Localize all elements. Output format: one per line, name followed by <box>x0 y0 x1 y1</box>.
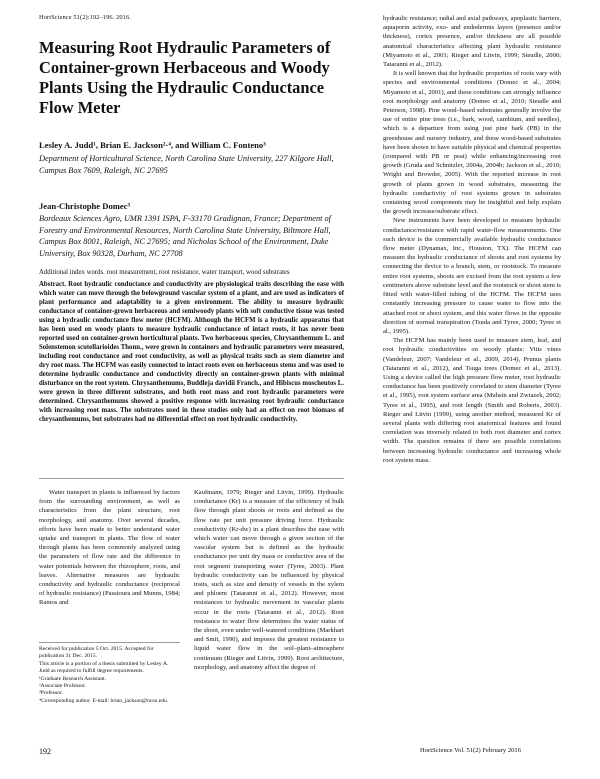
page-number: 192 <box>39 747 51 756</box>
paragraph-3: New instruments have been developed to measure hydraulic conductance/resistance with rapid water-flow measurements. One such device is the commercially available hydraulic conductance flow meter (Dynamax, Inc., Houston, TX). The HCFM can measure the hydraulic conductance of shoots and root systems by connecting the device to a branch, stem, or rootstock. To measure entire root systems, shoots are excised from the root system a few centimeters above substrate level and the rootstock or shoot stem is fitted with water-filled tubing of the HCFM. The HCFM uses constantly increasing pressure to cause water to flow into the attached root or shoot system, and this water flows in the opposite direction of normal transpiration (Tsuda and Tyree, 2000; Tyree et al., 1995). <box>383 217 561 335</box>
intro-continuation: Kaufmann, 1979; Rieger and Litvin, 1999). Hydraulic conductance (Kr) is a measure of the efficiency of bulk flow through plant shoots or roots and defined as the flow rate per unit pressure driving force. Hydraulic conductivity (Kr-dw) in a plant describes the ease with which water can move through a given section of the vascular system but is defined as the hydraulic conductance per unit dry mass or conductive area of the root segment transporting water (Tyree, 2003). Plant hydraulic conductivity can be influenced by physical traits, such as size and density of vessels in the xylem and phloem (Tataranni et al., 2012). However, most resistances to hydraulic movement in vascular plants occur in the roots (Tataranni et al., 2012). Root resistance to water flow determines the water status of the shoot, even under well-watered conditions (Markhart and Smit, 1990), and imposes the greatest resistance to liquid water flow in the soil–plant–atmosphere continuum (Rieger and Litvin, 1999). Root architecture, morphology, and anatomy affect the degree of <box>194 489 344 671</box>
journal-footer: HortScience Vol. 51(2) February 2016 <box>420 747 522 754</box>
footnote: ⁴Corresponding author. E-mail: brian_jackson@ncsu.edu. <box>39 697 169 704</box>
paragraph-1: hydraulic resistance; radial and axial pathways, apoplastic barriers, aquaporin activity, exo- and endodermis layers (presence and/or thickness), cortex presence, and/or thickness are all possible anatomical characteristics affecting plant hydraulic resistance (Miyamoto et al., 2001; Rieger and Litvin, 1999; Steudle, 2000; Tataranni et al., 2012). <box>383 15 561 69</box>
index-words: Additional index words. root measurement, root resistance, water transport, wood substrates <box>39 269 290 276</box>
author-2: Jean-Christophe Domec³ <box>39 201 131 211</box>
paragraph-4: The HCFM has mainly been used to measure stem, leaf, and root hydraulic conductivities on woody plants: Vitis vines (Vandeleur, 2007; Vandeleur et al., 2009, 2014), Prunus plants (Tataranni et al., 2012), and Tsuga trees (Domec et al., 2013). Using a device called the high pressure flow meter, root hydraulic conductance has been positively correlated to stem diameter (Tyree et al., 1995), root system surface area (Muhsin and Zwiazek, 2002; Tyree et al., 1995), and root length (Smith and Roberts, 2003). Rieger and Litvin (1999), using another method, measured Kr of several plants with differing root anatomical features and found correlation was inversely related to both root diameter and cortex width. The question remains if there are possible correlations between increasing hydraulic conductance and increasing whole root system mass. <box>383 337 561 464</box>
body-column-middle <box>194 488 344 672</box>
footnote-divider <box>39 642 180 643</box>
body-column-left <box>39 488 180 608</box>
body-column-right <box>383 14 561 465</box>
paragraph-2: It is well known that the hydraulic properties of roots vary with species and environmental conditions (Domec et al., 2004; Miyamoto et al., 2001), and these conditions can strongly influence root morphology and anatomy (Domec et al., 2010; Steudle and Peterson, 1998). Pine wood–based substrates generally involve the use of entire pine trees (i.e., bark, wood, cambium, and needles), which is a departure from using just pine bark (PB) in the greenhouse and nursery industry, and these wood-based substrates have been shown to have suitable physical and chemical properties (compared with PB or peat) while enhancing/increasing root growth (Gruda and Schnitzler, 2004a, 2004b; Jackson et al., 2010; Wright and Browder, 2005). With the reported increase in root growth of plants grown in wood substrates, measuring the hydraulic conductivity of root systems grown in substrates containing wood components may be insightful and help explain the growth increase/substrate effect. <box>383 70 561 216</box>
intro-paragraph: Water transport in plants is influenced by factors from the surrounding environment, as well as characteristics from the plant structure, root morphology, and anatomy. Over several decades, efforts have been made to better understand water uptake and transport in plants. The flow of water through plants has been commonly analyzed using the parameters of flow rate and the difference in water potentials between the rhizosphere, roots, and leaves. Alternative measures are hydraulic conductivity and hydraulic conductance (reciprocal of hydraulic resistance) (Passioura and Munns, 1984; Ramos and <box>39 489 180 607</box>
footnote: ¹Graduate Research Assistant. <box>39 675 107 682</box>
author-list: Lesley A. Judd¹, Brian E. Jackson²·⁴, and William C. Fonteno³ <box>39 140 266 150</box>
footnote: This article is a portion of a thesis submitted by Lesley A. Judd as required to fulfill degree requirements. <box>39 660 169 675</box>
footnote: ²Associate Professor. <box>39 683 87 690</box>
affiliation-1: Department of Horticultural Science, North Carolina State University, 227 Kilgore Hall, Campus Box 7609, Raleigh, NC 27695 <box>39 154 334 175</box>
footnote: ³Professor. <box>39 690 63 697</box>
affiliation-2: Bordeaux Sciences Agro, UMR 1391 ISPA, F-33170 Gradignan, France; Department of Forestry and Environmental Resources, North Carolina State University, Biltmore Hall, Campus Box 8001, Raleigh, NC 27695; and Nicholas School of the Environment, Duke University, Box 90328, Durham, NC 27708 <box>39 214 331 259</box>
article-title: Measuring Root Hydraulic Parameters of Container-grown Herbaceous and Woody Plants Using the Hydraulic Conductance Flow Meter <box>39 38 331 117</box>
section-divider <box>39 478 344 479</box>
footnote: Received for publication 5 Oct. 2015. Accepted for publication 31 Dec. 2015. <box>39 646 154 660</box>
journal-reference: HortScience 51(2):192–196. 2016. <box>39 14 131 21</box>
abstract: Abstract. Root hydraulic conductance and conductivity are physiological traits describing the ease with which water can move through the belowground vascular system of a plant, and are used as indicators of plant performance and adaptability to a given environment. The ability to measure hydraulic conductance of container-grown herbaceous and semiwoody plants with soft conductive tissue was tested using a hydraulic conductance flow meter (HCFM). Although the HCFM is a hydraulic apparatus that has been used on woody plants to measure hydraulic conductance of intact roots, it has never been reported used on container-grown horticultural plants. Two herbaceous species, Chrysanthemum L. and Solenstemon scutellarioides Thonn., were grown in containers and hydraulic parameters were measured, including root conductance and root conductivity, as well as physical traits such as stem diameter and dry root mass. The HCFM was easily connected to intact roots even on herbaceous stems and was used to determine hydraulic conductance and conductivity directly on container-grown plants with minimal disturbance on the root system. Chrysanthemums, Buddleja davidii Franch., and Hibiscus moscheutos L. were grown in three different substrates, and both root mass and root hydraulic parameters were determined. Chrysanthemums showed a positive response with increasing root hydraulic conductance with increasing root mass. The substrates used in these studies only had an effect on root biomass of chrysanthemums, but substrates had no differential effect on root hydraulic conductivity. <box>39 281 344 423</box>
footnotes <box>39 646 180 705</box>
